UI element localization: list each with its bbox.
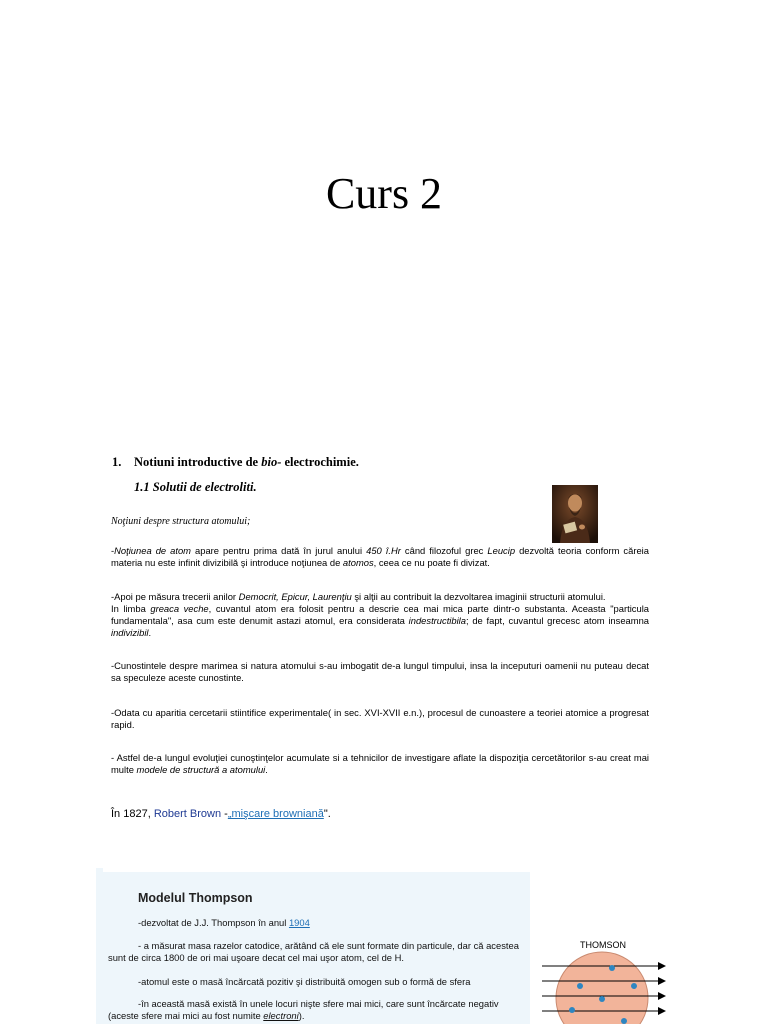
slide-text: -dezvoltat de J.J. Thompson în anul [138,917,289,928]
paragraph-1 [111,545,649,569]
p1-em: 450 î.Hr [366,545,401,556]
p1-em: Leucip [487,545,516,556]
p1-em: Noţiunea de atom [114,545,191,556]
p2-text: -Apoi pe măsura trecerii anilor [111,591,239,602]
slide-line-2 [108,940,528,963]
p1-text: apare pentru prima dată în jurul anului [191,545,367,556]
brownian-motion-link[interactable]: „mişcare browniană [227,808,324,820]
brown-text: - [221,808,228,820]
p1-em: atomos [342,557,374,568]
subsection-heading: 1.1 Solutii de electroliti. [134,480,257,494]
p2-text: ; de fapt, cuvantul grecesc atom inseamna [465,615,649,626]
p2-em: indivizibil [111,627,149,638]
brown-name: Robert Brown [153,808,222,820]
section-heading-text-b: electrochimie. [281,455,359,469]
p2-em: greaca veche [150,603,209,614]
section-heading-em: bio- [261,455,282,469]
p2-em: Democrit, Epicur, Laurenţiu [238,591,352,602]
subheading: Noţiuni despre structura atomului; [111,516,251,527]
philosopher-portrait-image [552,485,598,543]
paragraph-4: -Odata cu aparitia cercetarii stiintifice experimentale( in sec. XVI-XVII e.n.), procesul de cunoastere a teoriei atomice a progresat rapid. [111,707,649,730]
slide-line-3: -atomul este o masă încărcată pozitiv şi distribuită omogen sub o formă de sfera [138,976,471,987]
brown-text: ". [323,808,331,820]
p5-em: modele de structură a atomului [136,764,266,775]
p2-text: şi alţii au contribuit la dezvoltarea imaginii structurii atomului. [351,591,606,602]
p2-em: indestructibila [408,615,466,626]
arrow-heads [658,962,666,1015]
slide-line-1 [138,917,310,929]
slide-title: Modelul Thompson [138,891,253,905]
section-number: 1. [112,455,122,469]
slide-text: - a măsurat masa razelor catodice, arătând că ele sunt formate din particule, dar că acestea sunt de circa 1800 de ori mai uşoare decat cel mai uşor atom, cel de H. [108,940,519,963]
p5-text: . [265,764,268,775]
year-link[interactable]: 1904 [288,917,310,928]
slide-text: ). [298,1009,305,1021]
p2-text: . [148,627,152,638]
p5-text: - Astfel de-a lungul evoluţiei cunoştinţelor acumulate si a tehnicilor de investigare aflate la dispoziţia cercetătorilor s-au creat mai multe [111,752,649,775]
section-heading-text-a: Notiuni introductive de [134,455,262,469]
paragraph-2 [111,591,649,639]
brownian-motion-line [111,808,331,820]
p1-text: dezvoltă teoria conform căreia materia nu este infinit divizibilă şi introduce noţiunea de [111,545,649,568]
slide-text: -în această masă există în unele locuri nişte sfere mai mici, care sunt încărcate negativ (aceste sfere mai mici au fost numite [108,998,499,1021]
paragraph-5 [111,752,649,776]
p1-text: , ceea ce nu poate fi divizat. [373,557,490,568]
p1-text: când filozoful grec [400,545,488,556]
paragraph-3: -Cunostintele despre marimea si natura atomului s-au imbogatit de-a lungul timpului, insa la inceputuri oamenii nu puteau decat sa speculeze aceste cunostinte. [111,660,649,683]
page-title: Curs 2 [325,169,443,218]
p1-text: - [111,545,115,556]
section-heading [112,455,359,470]
slide-line-4 [108,998,528,1021]
p2-text: In limba [111,603,151,614]
p2-text: , cuvantul atom era folosit pentru a descrie cea mai mica parte dintr-o substanta. Aceasta "particula fundamentala", asa cum este denumit astazi atomul, era considerata [111,603,649,626]
diagram-label: THOMSON [580,940,626,950]
slide-em: electroni [263,1009,299,1021]
brown-text: În 1827, [111,808,154,820]
